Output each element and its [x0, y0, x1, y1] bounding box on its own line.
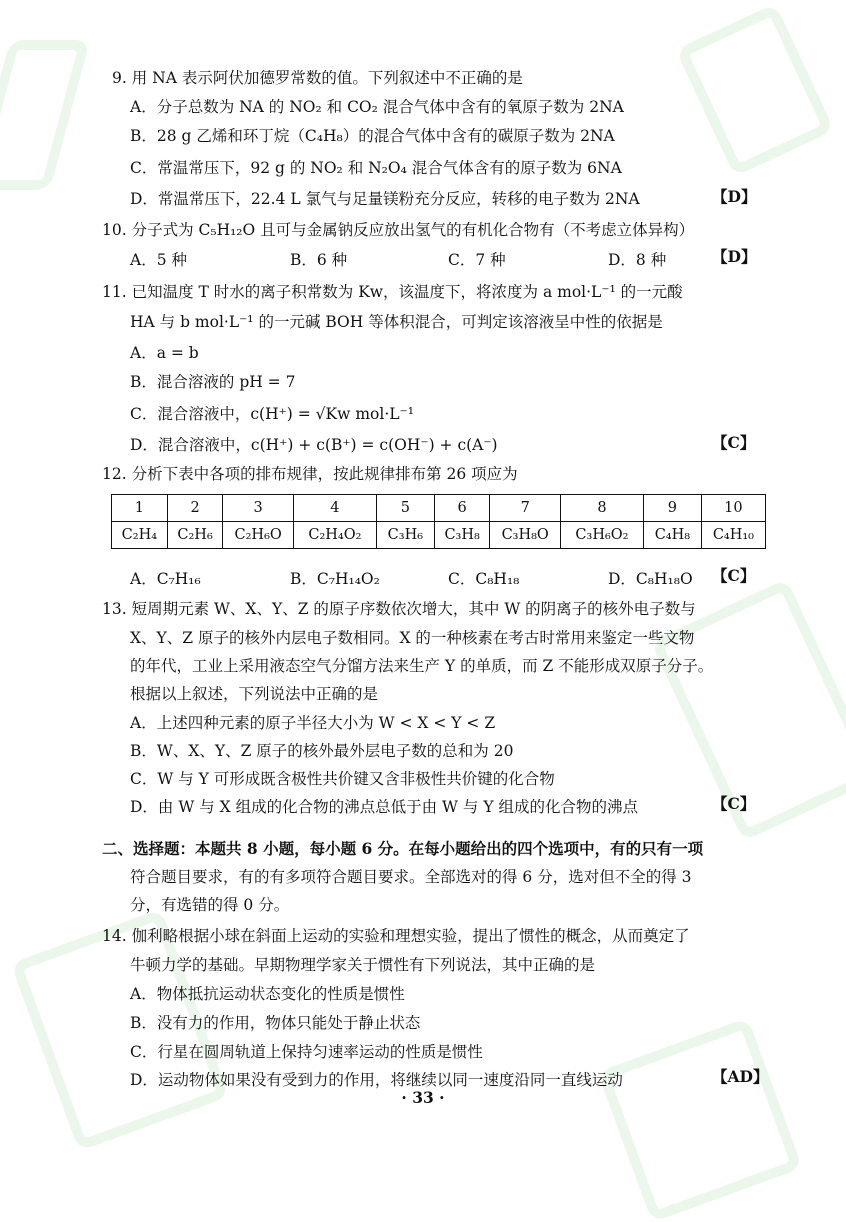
table-cell: 10 [701, 495, 765, 522]
question-12-option-d: D．C₈H₁₈O [608, 570, 693, 588]
table-cell: C₃H₆ [376, 522, 434, 549]
question-11-option-a: A．a = b [130, 344, 199, 362]
question-10-option-b: B．6 种 [290, 251, 348, 269]
question-14-stem-line1: 14. 伽利略根据小球在斜面上运动的实验和理想实验，提出了惯性的概念，从而奠定了 [102, 927, 690, 945]
question-12-stem: 12. 分析下表中各项的排布规律，按此规律排布第 26 项应为 [102, 465, 518, 483]
table-row [112, 522, 766, 549]
watermark-k-logo [676, 3, 835, 176]
formula-sequence-table [111, 494, 766, 549]
table-cell: C₃H₈ [434, 522, 490, 549]
table-cell: 7 [490, 495, 560, 522]
question-13-option-d: D．由 W 与 X 组成的化合物的沸点总低于由 W 与 Y 组成的化合物的沸点 [130, 798, 638, 816]
question-10-option-c: C．7 种 [448, 251, 506, 269]
table-cell: 8 [560, 495, 643, 522]
table-header-row [112, 495, 766, 522]
question-11-option-c: C．混合溶液中，c(H⁺) = √Kw mol·L⁻¹ [130, 405, 414, 423]
question-14-option-c: C．行星在圆周轨道上保持匀速率运动的性质是惯性 [130, 1043, 483, 1061]
question-13-answer: 【C】 [712, 794, 756, 813]
table-cell: C₂H₄O₂ [293, 522, 376, 549]
question-10-option-d: D．8 种 [608, 251, 667, 269]
table-cell: C₂H₄ [112, 522, 168, 549]
watermark-k-logo [0, 40, 90, 190]
table-cell: 4 [293, 495, 376, 522]
question-14-stem-line2: 牛顿力学的基础。早期物理学家关于惯性有下列说法，其中正确的是 [130, 956, 596, 974]
question-13-option-c: C．W 与 Y 可形成既含极性共价键又含非极性共价键的化合物 [130, 770, 555, 788]
question-9-option-d: D．常温常压下，22.4 L 氯气与足量镁粉充分反应，转移的电子数为 2NA [130, 190, 640, 208]
question-9-option-b: B．28 g 乙烯和环丁烷（C₄H₈）的混合气体中含有的碳原子数为 2NA [130, 127, 615, 145]
question-11-option-d: D．混合溶液中，c(H⁺) + c(B⁺) = c(OH⁻) + c(A⁻) [130, 436, 498, 454]
table-cell: 3 [223, 495, 293, 522]
question-10-stem: 10. 分子式为 C₅H₁₂O 且可与金属钠反应放出氢气的有机化合物有（不考虑立体异构） [102, 221, 695, 239]
question-12-option-c: C．C₈H₁₈ [448, 570, 520, 588]
question-9-answer: 【D】 [712, 187, 757, 206]
question-9-option-c: C．常温常压下，92 g 的 NO₂ 和 N₂O₄ 混合气体含有的原子数为 6NA [130, 159, 622, 177]
table-cell: 9 [643, 495, 701, 522]
question-11-option-b: B．混合溶液的 pH = 7 [130, 373, 296, 391]
table-cell: C₃H₈O [490, 522, 560, 549]
question-9-option-a: A．分子总数为 NA 的 NO₂ 和 CO₂ 混合气体中含有的氧原子数为 2NA [130, 98, 624, 116]
question-13-stem-line4: 根据以上叙述，下列说法中正确的是 [130, 685, 379, 703]
section-2-heading-line3: 分，有选错的得 0 分。 [130, 896, 290, 914]
table-cell: C₄H₈ [643, 522, 701, 549]
question-11-answer: 【C】 [712, 433, 756, 452]
question-14-answer: 【AD】 [712, 1067, 769, 1086]
question-14-option-b: B．没有力的作用，物体只能处于静止状态 [130, 1014, 421, 1032]
section-2-heading-line1: 二、选择题：本题共 8 小题，每小题 6 分。在每小题给出的四个选项中，有的只有一项 [102, 839, 704, 858]
table-cell: 2 [167, 495, 223, 522]
question-13-stem-line3: 的年代，工业上采用液态空气分馏方法来生产 Y 的单质，而 Z 不能形成双原子分子。 [130, 657, 714, 675]
question-13-option-b: B．W、X、Y、Z 原子的核外最外层电子数的总和为 20 [130, 742, 514, 760]
question-14-option-d: D．运动物体如果没有受到力的作用，将继续以同一速度沿同一直线运动 [130, 1071, 623, 1089]
question-11-stem-line2: HA 与 b mol·L⁻¹ 的一元碱 BOH 等体积混合，可判定该溶液呈中性的依据是 [130, 313, 663, 331]
table-cell: 5 [376, 495, 434, 522]
question-10-option-a: A．5 种 [130, 251, 187, 269]
question-13-stem-line1: 13. 短周期元素 W、X、Y、Z 的原子序数依次增大，其中 W 的阴离子的核外电子数与 [102, 600, 696, 618]
table-cell: C₂H₆O [223, 522, 293, 549]
table-cell: 1 [112, 495, 168, 522]
question-12-option-b: B．C₇H₁₄O₂ [290, 570, 380, 588]
table-cell: C₃H₆O₂ [560, 522, 643, 549]
question-13-option-a: A．上述四种元素的原子半径大小为 W < X < Y < Z [130, 714, 496, 732]
page-number: · 33 · [401, 1088, 445, 1107]
watermark-k-logo [597, 1017, 802, 1222]
question-13-stem-line2: X、Y、Z 原子的核外内层电子数相同。X 的一种核素在考古时常用来鉴定一些文物 [130, 629, 695, 647]
question-10-answer: 【D】 [712, 247, 757, 266]
question-12-answer: 【C】 [712, 566, 756, 585]
section-2-heading-line2: 符合题目要求，有的有多项符合题目要求。全部选对的得 6 分，选对但不全的得 3 [130, 868, 692, 886]
question-14-option-a: A．物体抵抗运动状态变化的性质是惯性 [130, 985, 405, 1003]
table-cell: C₂H₆ [167, 522, 223, 549]
question-12-option-a: A．C₇H₁₆ [130, 570, 201, 588]
question-9-stem: 9. 用 NA 表示阿伏加德罗常数的值。下列叙述中不正确的是 [112, 69, 523, 87]
question-11-stem-line1: 11. 已知温度 T 时水的离子积常数为 Kw，该温度下，将浓度为 a mol·L⁻¹ 的一元酸 [102, 283, 683, 301]
table-cell: C₄H₁₀ [701, 522, 765, 549]
table-cell: 6 [434, 495, 490, 522]
